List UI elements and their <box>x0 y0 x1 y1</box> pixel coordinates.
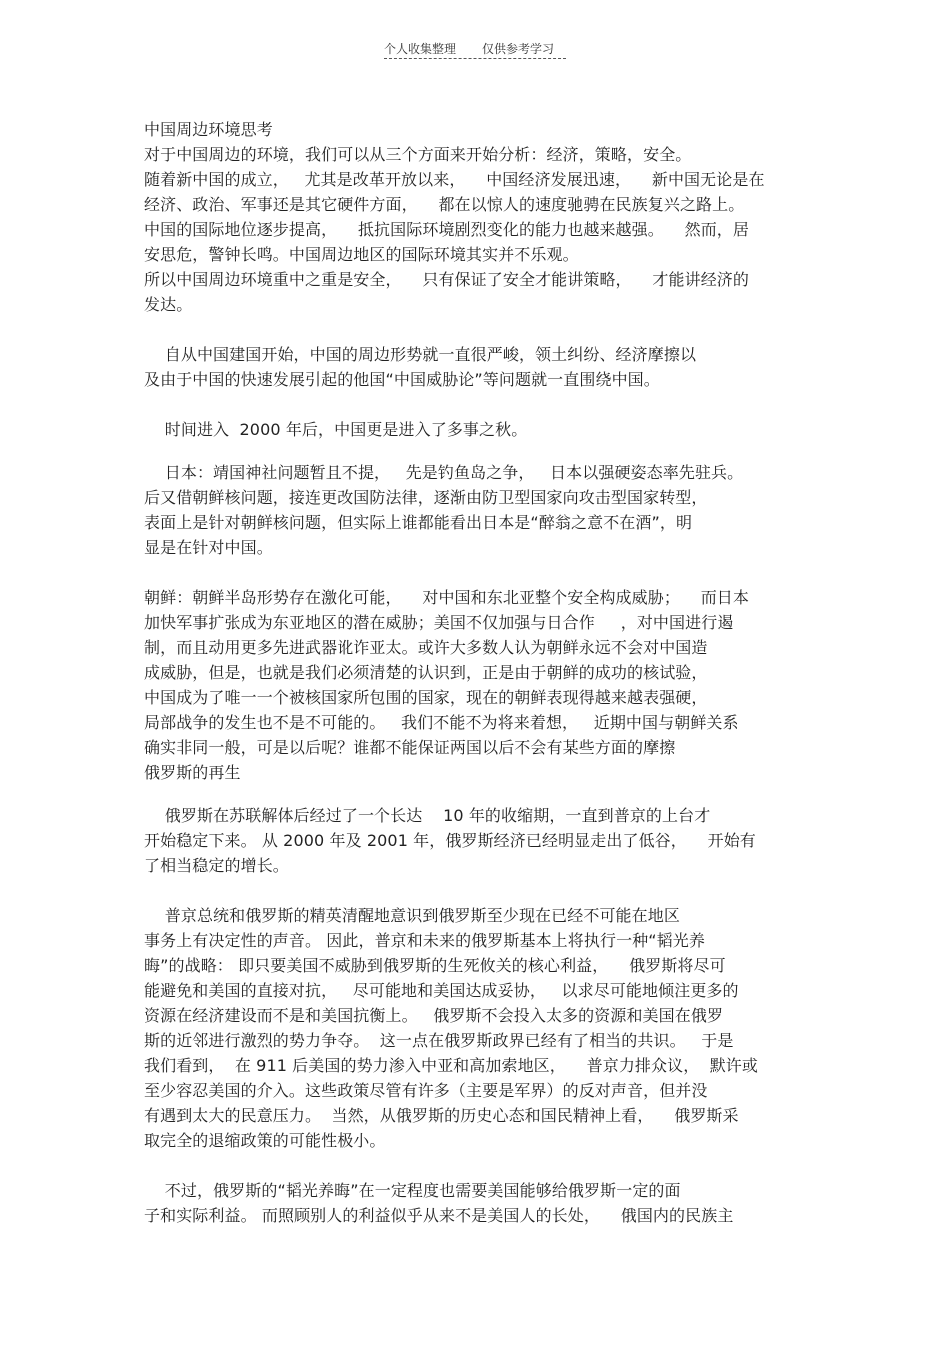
text-line: 了相当稳定的增长。 <box>144 856 289 875</box>
text-line: 至少容忍美国的介入。这些政策尽管有许多（主要是军界）的反对声音，但并没 <box>144 1081 708 1100</box>
header-left-text: 个人收集整理 <box>384 42 457 56</box>
text-line: 中国的国际地位逐步提高， 抵抗国际环境剧烈变化的能力也越来越强。 然而，居 <box>144 220 749 239</box>
text-line: 取完全的退缩政策的可能性极小。 <box>144 1131 386 1150</box>
header-right-text: 仅供参考学习 <box>482 42 555 56</box>
text-line: 子和实际利益。 而照顾别人的利益似乎从来不是美国人的长处， 俄国内的民族主 <box>144 1206 734 1225</box>
text-line: 所以中国周边环境重中之重是安全， 只有保证了安全才能讲策略， 才能讲经济的 <box>144 270 749 289</box>
text-line: 能避免和美国的直接对抗， 尽可能地和美国达成妥协， 以求尽可能地倾注更多的 <box>144 981 739 1000</box>
text-line: 俄罗斯的再生 <box>144 763 241 782</box>
text-line: 后又借朝鲜核问题，接连更改国防法律，逐渐由防卫型国家向攻击型国家转型， <box>144 488 708 507</box>
text-line: 我们看到， 在 911 后美国的势力渗入中亚和高加索地区， 普京力排众议， 默许或 <box>144 1056 758 1075</box>
text-line: 日本：靖国神社问题暂且不提， 先是钓鱼岛之争， 日本以强硬姿态率先驻兵。 <box>144 463 744 482</box>
header-divider <box>384 58 566 59</box>
text-line: 时间进入 2000 年后，中国更是进入了多事之秋。 <box>144 420 528 439</box>
text-line: 俄罗斯在苏联解体后经过了一个长达 10 年的收缩期，一直到普京的上台才 <box>144 806 711 825</box>
text-line: 随着新中国的成立， 尤其是改革开放以来， 中国经济发展迅速， 新中国无论是在 <box>144 170 765 189</box>
text-line: 制，而且动用更多先进武器讹诈亚太。或许大多数人认为朝鲜永远不会对中国造 <box>144 638 708 657</box>
text-line: 自从中国建国开始，中国的周边形势就一直很严峻，领土纠纷、经济摩擦以 <box>144 345 697 364</box>
text-line: 朝鲜：朝鲜半岛形势存在激化可能， 对中国和东北亚整个安全构成威胁； 而日本 <box>144 588 749 607</box>
text-line: 及由于中国的快速发展引起的他国“中国威胁论”等问题就一直围绕中国。 <box>144 370 660 389</box>
text-line: 加快军事扩张成为东亚地区的潜在威胁；美国不仅加强与日合作 ，对中国进行遏 <box>144 613 734 632</box>
text-line: 普京总统和俄罗斯的精英清醒地意识到俄罗斯至少现在已经不可能在地区 <box>144 906 680 925</box>
text-line: 有遇到太大的民意压力。 当然，从俄罗斯的历史心态和国民精神上看， 俄罗斯采 <box>144 1106 739 1125</box>
text-line: 局部战争的发生也不是不可能的。 我们不能不为将来着想， 近期中国与朝鲜关系 <box>144 713 739 732</box>
text-line: 中国周边环境思考 <box>144 120 273 139</box>
text-line: 中国成为了唯一一个被核国家所包围的国家，现在的朝鲜表现得越来越表强硬， <box>144 688 708 707</box>
text-line: 资源在经济建设而不是和美国抗衡上。 俄罗斯不会投入太多的资源和美国在俄罗 <box>144 1006 724 1025</box>
text-line: 开始稳定下来。 从 2000 年及 2001 年，俄罗斯经济已经明显走出了低谷， 开始有 <box>144 831 756 850</box>
text-line: 成威胁，但是，也就是我们必须清楚的认识到，正是由于朝鲜的成功的核试验， <box>144 663 708 682</box>
text-line: 显是在针对中国。 <box>144 538 273 557</box>
text-line: 确实非同一般，可是以后呢？谁都不能保证两国以后不会有某些方面的摩擦 <box>144 738 676 757</box>
text-line: 发达。 <box>144 295 193 314</box>
text-line: 斯的近邻进行激烈的势力争夺。 这一点在俄罗斯政界已经有了相当的共识。 于是 <box>144 1031 734 1050</box>
text-line: 安思危，警钟长鸣。中国周边地区的国际环境其实并不乐观。 <box>144 245 579 264</box>
text-line: 表面上是针对朝鲜核问题，但实际上谁都能看出日本是“醉翁之意不在酒”，明 <box>144 513 693 532</box>
text-line: 不过，俄罗斯的“韬光养晦”在一定程度也需要美国能够给俄罗斯一定的面 <box>144 1181 681 1200</box>
text-line: 晦”的战略： 即只要美国不威胁到俄罗斯的生死攸关的核心利益， 俄罗斯将尽可 <box>144 956 726 975</box>
text-line: 经济、政治、军事还是其它硬件方面， 都在以惊人的速度驰骋在民族复兴之路上。 <box>144 195 745 214</box>
text-line: 对于中国周边的环境，我们可以从三个方面来开始分析：经济，策略，安全。 <box>144 145 692 164</box>
text-line: 事务上有决定性的声音。 因此，普京和未来的俄罗斯基本上将执行一种“韬光养 <box>144 931 705 950</box>
